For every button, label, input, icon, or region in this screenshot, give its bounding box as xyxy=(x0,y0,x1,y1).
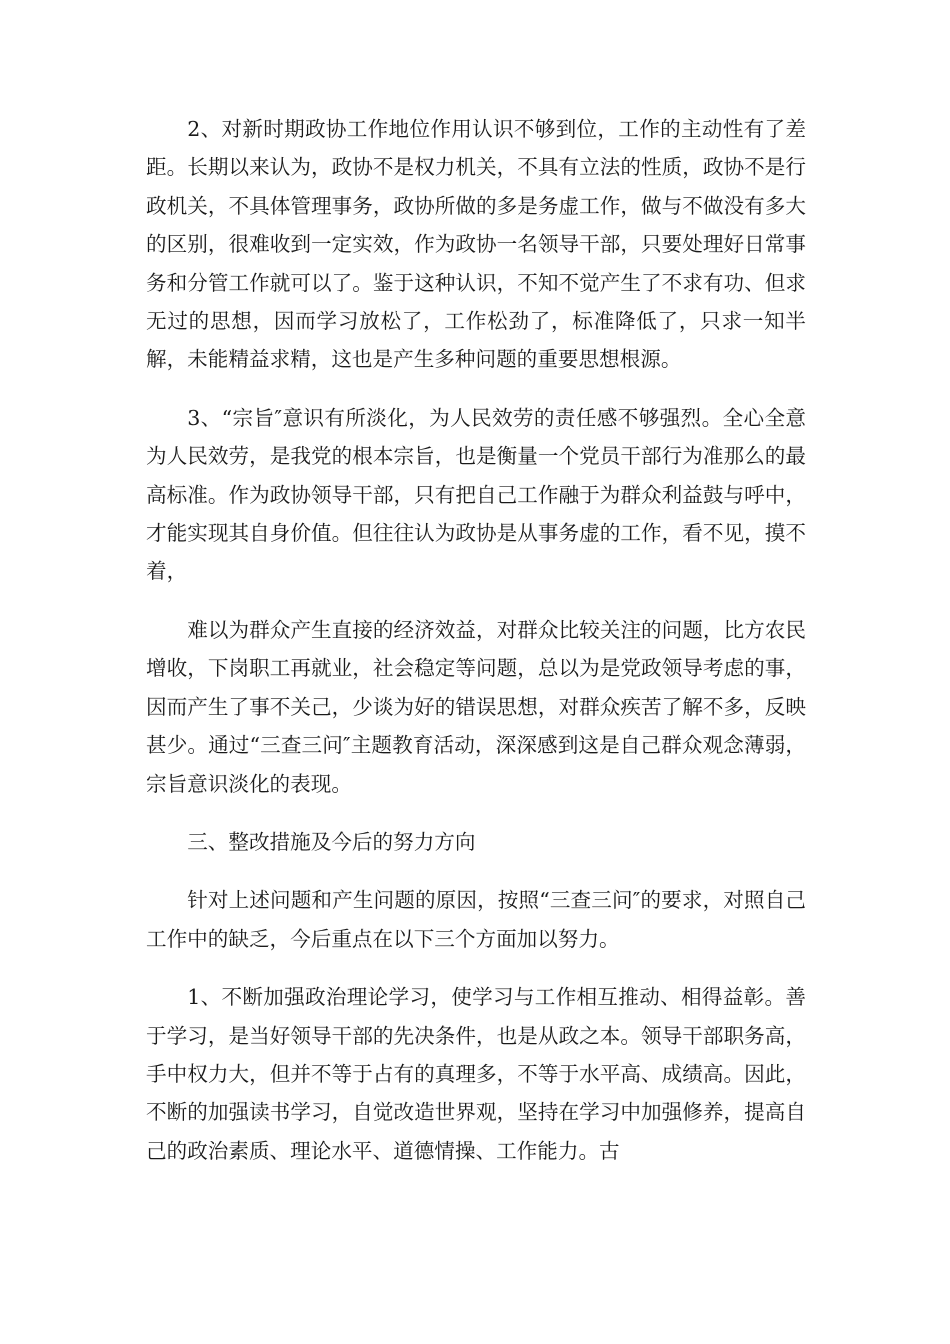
section-heading-rectification: 三、整改措施及今后的努力方向 xyxy=(187,829,476,854)
paragraph-rectification-intro: 针对上述问题和产生问题的原因，按照“三查三问″的要求，对照自己工作中的缺乏，今后重点在以下三个方面加以努力。 xyxy=(146,888,806,951)
paragraph-item-3-purpose: 3、“宗旨″意识有所淡化，为人民效劳的责任感不够强烈。全心全意为人民效劳，是我党的根本宗旨，也是衡量一个党员干部行为准那么的最高标准。作为政协领导干部，只有把自己工作融于为群众利益鼓与呼中，才能实现其自身价值。但往往认为政协是从事务虚的工作，看不见，摸不着， xyxy=(146,405,806,584)
paragraph-item-2-cognition: 2、对新时期政协工作地位作用认识不够到位，工作的主动性有了差距。长期以来认为，政协不是权力机关，不具有立法的性质，政协不是行政机关，不具体管理事务，政协所做的多是务虚工作，做与不做没有多大的区别，很难收到一定实效，作为政协一名领导干部，只要处理好日常事务和分管工作就可以了。鉴于这种认识，不知不觉产生了不求有功、但求无过的思想，因而学习放松了，工作松劲了，标准降低了，只求一知半解，未能精益求精，这也是产生多种问题的重要思想根源。 xyxy=(146,117,806,372)
paragraph-item-3-continued: 难以为群众产生直接的经济效益，对群众比较关注的问题，比方农民增收，下岗职工再就业，社会稳定等问题，总以为是党政领导考虑的事，因而产生了事不关己，少谈为好的错误思想，对群众疾苦了解不多，反映甚少。通过“三查三问″主题教育活动，深深感到这是自己群众观念薄弱，宗旨意识淡化的表现。 xyxy=(146,617,806,796)
document-body xyxy=(146,110,806,1190)
paragraph-measure-1-study: 1、不断加强政治理论学习，使学习与工作相互推动、相得益彰。善于学习，是当好领导干部的先决条件，也是从政之本。领导干部职务高，手中权力大，但并不等于占有的真理多，不等于水平高、成绩高。因此，不断的加强读书学习，自觉改造世界观，坚持在学习中加强修养，提高自己的政治素质、理论水平、道德情操、工作能力。古 xyxy=(146,985,806,1163)
